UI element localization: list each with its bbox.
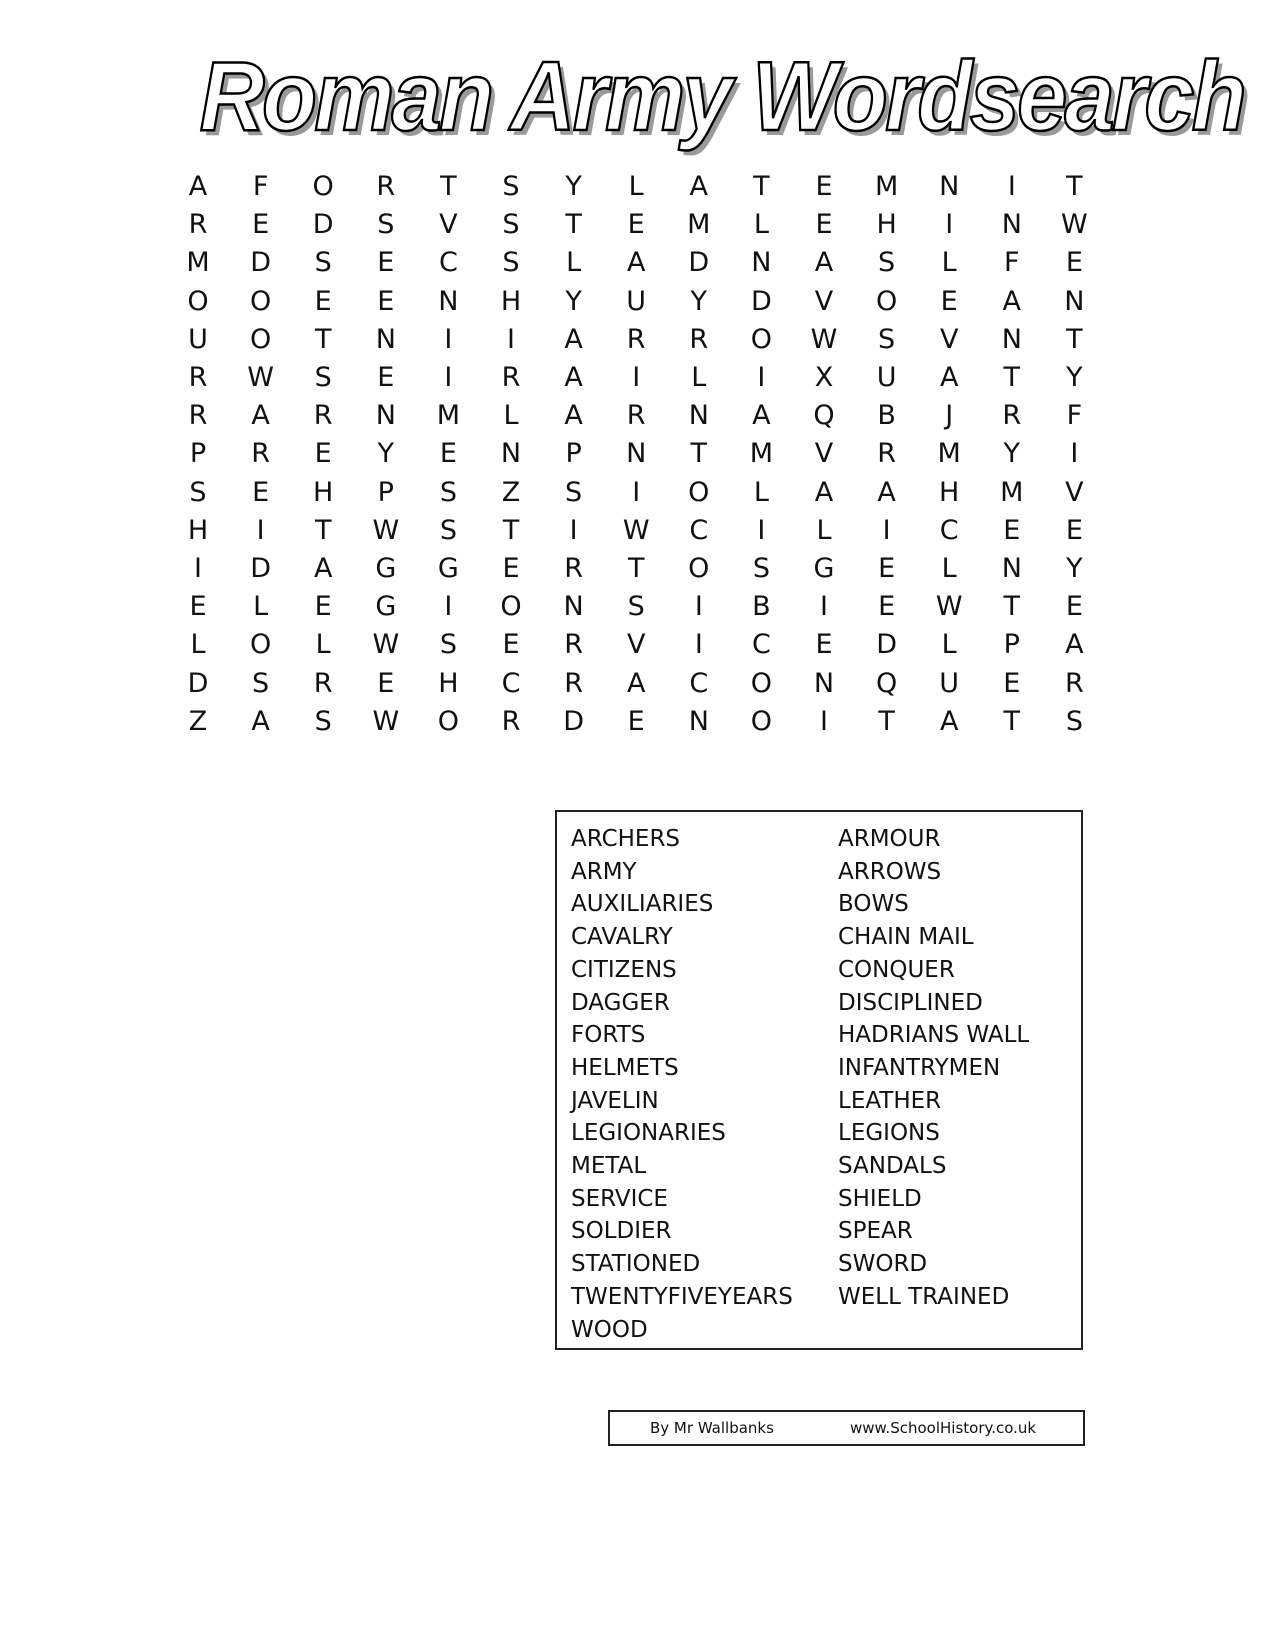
grid-cell[interactable]: I <box>1070 438 1079 470</box>
grid-cell[interactable]: N <box>1001 323 1022 355</box>
grid-cell[interactable]: G <box>375 591 397 623</box>
grid-cell[interactable]: E <box>252 209 270 241</box>
grid-cell[interactable]: A <box>251 705 270 737</box>
grid-cell[interactable]: A <box>877 476 896 508</box>
word-list-item: CITIZENS <box>571 956 677 983</box>
grid-cell[interactable]: B <box>877 400 896 432</box>
grid-cell[interactable]: S <box>627 591 645 623</box>
grid-cell[interactable]: F <box>1004 247 1020 279</box>
grid-cell[interactable]: D <box>688 247 710 279</box>
grid-cell[interactable]: L <box>691 362 707 393</box>
grid-cell[interactable]: E <box>377 285 395 317</box>
page-title: Roman Army Wordsearch <box>199 41 1244 151</box>
grid-cell[interactable]: R <box>501 362 521 393</box>
grid-cell[interactable]: R <box>626 400 646 432</box>
grid-cell[interactable]: S <box>502 247 520 279</box>
grid-cell[interactable]: L <box>628 171 644 202</box>
grid-cell[interactable]: T <box>314 323 332 355</box>
grid-cell[interactable]: N <box>688 705 709 737</box>
grid-cell[interactable]: S <box>878 247 896 279</box>
grid-cell[interactable]: A <box>814 247 834 279</box>
grid-cell[interactable]: E <box>314 591 332 623</box>
word-list-item: FORTS <box>571 1022 646 1049</box>
grid-cell[interactable]: D <box>250 553 271 584</box>
grid-cell[interactable]: H <box>876 209 897 241</box>
grid-cell[interactable]: F <box>1066 400 1083 432</box>
grid-cell[interactable]: W <box>810 323 838 355</box>
grid-cell[interactable]: N <box>375 400 396 432</box>
grid-cell[interactable]: S <box>189 476 207 508</box>
grid-cell[interactable]: H <box>187 514 209 546</box>
grid-cell[interactable]: R <box>501 705 521 737</box>
grid-cell[interactable]: H <box>438 667 459 699</box>
grid-cell[interactable]: Y <box>690 285 708 317</box>
grid-cell[interactable]: T <box>878 705 895 737</box>
word-list-item: SHIELD <box>838 1185 922 1212</box>
grid-cell[interactable]: E <box>940 285 958 317</box>
grid-cell[interactable]: N <box>939 171 960 202</box>
grid-cell[interactable]: S <box>565 476 583 508</box>
grid-cell[interactable]: R <box>877 438 896 470</box>
website-text: www.SchoolHistory.co.uk <box>850 1419 1037 1437</box>
word-list-item: STATIONED <box>571 1251 701 1278</box>
grid-cell[interactable]: C <box>939 514 959 546</box>
word-list-item: LEGIONS <box>838 1120 940 1147</box>
grid-cell[interactable]: P <box>377 476 394 508</box>
grid-cell[interactable]: V <box>1065 476 1084 508</box>
grid-cell[interactable]: T <box>1003 591 1021 623</box>
grid-cell[interactable]: W <box>372 514 400 546</box>
grid-cell[interactable]: H <box>313 476 334 508</box>
grid-cell[interactable]: O <box>750 705 773 737</box>
grid-cell[interactable]: R <box>376 171 396 202</box>
grid-cell[interactable]: A <box>564 362 583 393</box>
grid-cell[interactable]: T <box>565 209 582 241</box>
grid-cell[interactable]: O <box>249 285 272 317</box>
grid-cell[interactable]: L <box>315 629 331 661</box>
grid-cell[interactable]: O <box>688 553 710 584</box>
word-list-item: SERVICE <box>571 1185 668 1212</box>
grid-cell[interactable]: L <box>253 591 269 623</box>
grid-cell[interactable]: H <box>500 285 522 317</box>
grid-cell[interactable]: E <box>815 629 833 661</box>
grid-cell[interactable]: R <box>188 400 208 432</box>
grid-cell[interactable]: R <box>564 629 583 661</box>
grid-cell[interactable]: Z <box>188 705 208 737</box>
word-list-item: METAL <box>571 1153 647 1179</box>
grid-cell[interactable]: T <box>1003 705 1021 737</box>
grid-cell[interactable]: Y <box>1066 553 1083 584</box>
grid-cell[interactable]: N <box>751 247 772 279</box>
grid-cell[interactable]: R <box>188 209 208 241</box>
grid-cell[interactable]: A <box>313 553 333 584</box>
grid-cell[interactable]: E <box>815 171 833 202</box>
grid-cell[interactable]: I <box>632 362 641 393</box>
grid-cell[interactable]: S <box>314 362 332 393</box>
grid-cell[interactable]: T <box>502 514 520 546</box>
footer-box <box>608 1410 1085 1446</box>
grid-cell[interactable]: R <box>564 667 583 699</box>
grid-cell[interactable]: D <box>876 629 897 661</box>
grid-cell[interactable]: E <box>252 476 270 508</box>
grid-cell[interactable]: B <box>752 591 771 623</box>
word-list-item: DAGGER <box>571 989 670 1016</box>
grid-cell[interactable]: D <box>250 247 271 279</box>
grid-cell[interactable]: M <box>874 171 899 202</box>
word-list-item: SANDALS <box>838 1153 947 1179</box>
grid-cell[interactable]: E <box>377 362 395 393</box>
grid-cell[interactable]: R <box>251 438 270 470</box>
word-list-item: TWENTYFIVEYEARS <box>571 1283 793 1310</box>
grid-cell[interactable]: O <box>187 285 209 317</box>
grid-cell[interactable]: N <box>626 438 647 470</box>
word-list-item: SOLDIER <box>571 1218 672 1245</box>
grid-cell[interactable]: Z <box>501 476 521 508</box>
grid-cell[interactable]: L <box>566 247 582 279</box>
word-list-item: HELMETS <box>571 1054 679 1081</box>
grid-cell[interactable]: M <box>687 209 711 241</box>
grid-cell[interactable]: T <box>314 514 332 546</box>
grid-cell[interactable]: N <box>375 323 396 355</box>
grid-cell[interactable]: N <box>1001 209 1022 241</box>
grid-cell[interactable]: S <box>502 209 520 241</box>
grid-cell[interactable]: E <box>878 591 896 623</box>
grid-cell[interactable]: O <box>312 171 334 202</box>
grid-cell[interactable]: S <box>752 553 770 584</box>
grid-cell[interactable]: N <box>813 667 835 699</box>
grid-cell[interactable]: W <box>935 591 963 623</box>
grid-cell[interactable]: I <box>820 591 828 623</box>
grid-cell[interactable]: D <box>187 667 209 699</box>
grid-cell[interactable]: A <box>564 323 583 355</box>
word-list-item: ARCHERS <box>571 826 681 852</box>
grid-cell[interactable]: L <box>503 400 519 432</box>
word-list-item: AUXILIARIES <box>571 891 714 918</box>
grid-cell[interactable]: E <box>1065 247 1083 279</box>
grid-cell[interactable]: O <box>437 705 460 737</box>
grid-cell[interactable]: Q <box>875 667 898 699</box>
grid-cell[interactable]: O <box>750 667 773 699</box>
grid-cell[interactable]: S <box>439 476 457 508</box>
word-list-item: SWORD <box>838 1251 928 1278</box>
grid-cell[interactable]: P <box>565 438 582 470</box>
grid-cell[interactable]: S <box>502 171 520 202</box>
grid-cell[interactable]: R <box>626 323 646 355</box>
grid-cell[interactable]: U <box>939 667 960 699</box>
word-list-item: BOWS <box>838 891 909 918</box>
grid-cell[interactable]: O <box>249 323 272 355</box>
grid-cell[interactable]: M <box>1000 476 1024 508</box>
grid-cell[interactable]: O <box>688 476 710 508</box>
grid-cell[interactable]: S <box>439 514 457 546</box>
grid-cell[interactable]: E <box>1065 514 1083 546</box>
word-list-item: INFANTRYMEN <box>838 1054 1001 1081</box>
grid-cell[interactable]: S <box>439 629 457 661</box>
grid-cell[interactable]: P <box>1003 629 1020 661</box>
grid-cell[interactable]: Y <box>1003 438 1021 470</box>
grid-cell[interactable]: V <box>626 629 646 661</box>
grid-cell[interactable]: P <box>189 438 207 470</box>
grid-cell[interactable]: I <box>1007 171 1016 202</box>
grid-cell[interactable]: I <box>757 362 766 393</box>
word-list-item: DISCIPLINED <box>838 989 983 1016</box>
grid-cell[interactable]: L <box>190 629 206 661</box>
grid-cell[interactable]: I <box>507 323 515 355</box>
grid-cell[interactable]: A <box>1002 285 1022 317</box>
grid-cell[interactable]: A <box>939 705 959 737</box>
grid-cell[interactable]: M <box>749 438 774 470</box>
grid-cell[interactable]: C <box>689 667 709 699</box>
grid-cell[interactable]: Y <box>565 171 582 202</box>
grid-cell[interactable]: S <box>377 209 395 241</box>
grid-cell[interactable]: Q <box>813 400 835 432</box>
grid-cell[interactable]: S <box>1065 705 1083 737</box>
grid-cell[interactable]: T <box>1066 323 1083 355</box>
grid-cell[interactable]: O <box>750 323 773 355</box>
grid-cell[interactable]: F <box>252 171 269 202</box>
grid-cell[interactable]: N <box>1001 553 1022 584</box>
grid-cell[interactable]: O <box>875 285 898 317</box>
grid-cell[interactable]: V <box>814 438 834 470</box>
grid-cell[interactable]: S <box>878 323 896 355</box>
grid-cell[interactable]: S <box>252 667 270 699</box>
grid-cell[interactable]: R <box>188 362 208 393</box>
grid-cell[interactable]: N <box>688 400 709 432</box>
grid-cell[interactable]: T <box>753 171 770 202</box>
grid-cell[interactable]: E <box>377 667 395 699</box>
grid-cell[interactable]: I <box>194 553 202 584</box>
word-list-item: JAVELIN <box>571 1087 659 1114</box>
word-list-item: ARROWS <box>838 858 942 885</box>
grid-cell[interactable]: R <box>689 323 709 355</box>
grid-cell[interactable]: G <box>375 553 397 584</box>
grid-cell[interactable]: T <box>440 171 457 202</box>
grid-cell[interactable]: J <box>945 400 954 432</box>
word-list-item: SPEAR <box>838 1218 913 1245</box>
word-list-item: WELL TRAINED <box>838 1283 1010 1310</box>
grid-cell[interactable]: A <box>188 171 208 202</box>
grid-cell[interactable]: U <box>876 362 897 393</box>
grid-cell[interactable]: R <box>313 667 333 699</box>
word-list-box <box>555 810 1083 1350</box>
grid-cell[interactable]: O <box>500 591 522 623</box>
grid-cell[interactable]: I <box>444 323 453 355</box>
grid-cell[interactable]: A <box>564 400 583 432</box>
grid-cell[interactable]: E <box>439 438 457 470</box>
grid-cell[interactable]: E <box>314 285 332 317</box>
grid-cell[interactable]: M <box>937 438 961 470</box>
grid-cell[interactable]: A <box>939 362 959 393</box>
grid-cell[interactable]: L <box>753 476 769 508</box>
word-list-item: CHAIN MAIL <box>838 924 974 951</box>
grid-cell[interactable]: W <box>247 362 274 393</box>
grid-cell[interactable]: D <box>312 209 334 241</box>
grid-cell[interactable]: C <box>438 247 458 279</box>
grid-cell[interactable]: I <box>444 362 453 393</box>
grid-cell[interactable]: A <box>752 400 771 432</box>
grid-cell[interactable]: S <box>314 247 332 279</box>
grid-cell[interactable]: N <box>500 438 522 470</box>
grid-cell[interactable]: R <box>564 553 583 584</box>
grid-cell[interactable]: D <box>750 285 772 317</box>
grid-cell[interactable]: L <box>753 209 769 241</box>
grid-cell[interactable]: A <box>251 400 270 432</box>
grid-cell[interactable]: C <box>501 667 521 699</box>
grid-cell[interactable]: L <box>941 247 957 279</box>
grid-cell[interactable]: I <box>694 629 703 661</box>
grid-cell[interactable]: A <box>814 476 834 508</box>
grid-cell[interactable]: Y <box>565 285 582 317</box>
grid-cell[interactable]: M <box>186 247 210 279</box>
word-list-item: HADRIANS WALL <box>838 1022 1030 1049</box>
grid-cell[interactable]: Y <box>1066 362 1083 393</box>
grid-cell[interactable]: E <box>1003 514 1021 546</box>
grid-cell[interactable]: G <box>813 553 835 584</box>
grid-cell[interactable]: V <box>439 209 458 241</box>
grid-cell[interactable]: M <box>436 400 461 432</box>
grid-cell[interactable]: O <box>249 629 272 661</box>
grid-cell[interactable]: W <box>372 705 400 737</box>
grid-cell[interactable]: E <box>878 553 896 584</box>
grid-cell[interactable]: E <box>189 591 207 623</box>
grid-cell[interactable]: C <box>751 629 771 661</box>
grid-cell[interactable]: E <box>314 438 332 470</box>
grid-cell[interactable]: E <box>815 209 833 241</box>
grid-cell[interactable]: V <box>939 323 959 355</box>
grid-cell[interactable]: I <box>694 591 703 623</box>
grid-cell[interactable]: L <box>941 553 957 584</box>
grid-cell[interactable]: E <box>627 705 645 737</box>
grid-cell[interactable]: N <box>1064 285 1085 317</box>
grid-cell[interactable]: D <box>563 705 584 737</box>
grid-cell[interactable]: A <box>689 171 709 202</box>
grid-cell[interactable]: I <box>882 514 891 546</box>
word-list-item: WOOD <box>571 1316 648 1343</box>
grid-cell[interactable]: E <box>502 629 520 661</box>
grid-cell[interactable]: E <box>1065 591 1083 623</box>
word-list-item: ARMOUR <box>838 826 941 852</box>
grid-cell[interactable]: G <box>437 553 459 584</box>
grid-cell[interactable]: W <box>1061 209 1088 241</box>
author-credit: By Mr Wallbanks <box>650 1419 774 1437</box>
grid-cell[interactable]: I <box>256 514 265 546</box>
grid-cell[interactable]: T <box>1066 171 1083 202</box>
grid-cell[interactable]: I <box>632 476 641 508</box>
word-list-item: LEATHER <box>838 1087 942 1114</box>
word-list-item: CAVALRY <box>571 924 673 951</box>
grid-cell[interactable]: E <box>502 553 520 584</box>
grid-cell[interactable]: R <box>1002 400 1022 432</box>
grid-cell[interactable]: L <box>816 514 832 546</box>
grid-cell[interactable]: A <box>626 667 646 699</box>
grid-cell[interactable]: I <box>444 591 453 623</box>
grid-cell[interactable]: E <box>377 247 395 279</box>
grid-cell[interactable]: U <box>188 323 208 355</box>
word-list-item: LEGIONARIES <box>571 1120 726 1147</box>
grid-cell[interactable]: V <box>814 285 834 317</box>
grid-cell[interactable]: T <box>1003 362 1021 393</box>
grid-cell[interactable]: L <box>941 629 957 661</box>
grid-cell[interactable]: W <box>622 514 650 546</box>
word-list-item: CONQUER <box>838 956 955 983</box>
word-list-item: ARMY <box>571 858 637 885</box>
grid-cell[interactable]: R <box>1065 667 1084 699</box>
grid-cell[interactable]: S <box>314 705 332 737</box>
grid-cell[interactable]: N <box>438 285 459 317</box>
grid-cell[interactable]: A <box>626 247 646 279</box>
grid-cell[interactable]: I <box>569 514 578 546</box>
grid-cell[interactable]: A <box>1065 629 1084 661</box>
grid-cell[interactable]: E <box>1003 667 1021 699</box>
grid-cell[interactable]: H <box>939 476 960 508</box>
grid-cell[interactable]: U <box>626 285 647 317</box>
grid-cell[interactable]: I <box>757 514 766 546</box>
grid-cell[interactable]: W <box>372 629 400 661</box>
grid-cell[interactable]: C <box>689 514 709 546</box>
grid-cell[interactable]: N <box>563 591 584 623</box>
grid-cell[interactable]: T <box>690 438 708 470</box>
grid-cell[interactable]: Y <box>377 438 395 470</box>
grid-cell[interactable]: T <box>627 553 645 584</box>
grid-cell[interactable]: I <box>945 209 954 241</box>
grid-cell[interactable]: E <box>627 209 645 241</box>
grid-cell[interactable]: R <box>313 400 333 432</box>
grid-cell[interactable]: I <box>820 705 828 737</box>
grid-cell[interactable]: X <box>814 362 834 393</box>
